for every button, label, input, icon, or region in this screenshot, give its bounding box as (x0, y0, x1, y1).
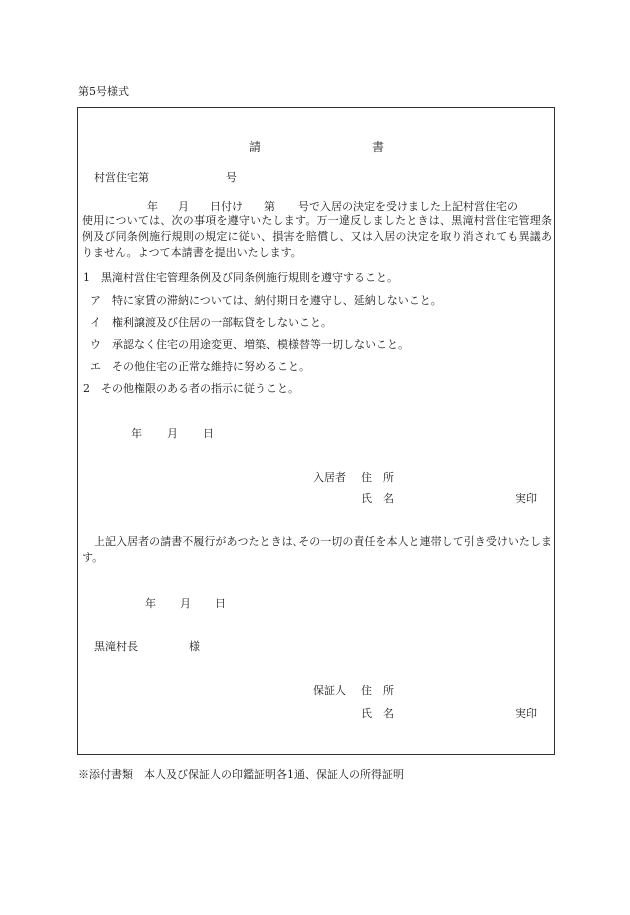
date1-day: 日 (203, 427, 214, 440)
date1-month: 月 (167, 427, 178, 440)
date2-year: 年 (145, 597, 156, 610)
tenant-name-label: 氏 名 (361, 492, 394, 505)
addressee-name: 黒滝村長 (94, 640, 138, 653)
housing-number-suffix: 号 (226, 171, 237, 184)
item-2: 2 その他権限のある者の指示に従うこと。 (83, 382, 299, 395)
tenant-address-label: 住 所 (361, 471, 394, 484)
tenant-seal: 実印 (515, 492, 537, 505)
intro-month: 月 (178, 200, 189, 213)
attachments-note: ※添付書類 本人及び保証人の印鑑証明各1通、保証人の所得証明 (78, 768, 404, 781)
title-char-2: 書 (372, 140, 385, 154)
date2-day: 日 (215, 597, 226, 610)
item-a: ア 特に家賃の滞納については、納付期日を遵守し、延納しないこと。 (90, 294, 442, 307)
guarantor-seal: 実印 (515, 707, 537, 720)
form-number: 第5号様式 (78, 85, 129, 98)
intro-line1-rest: 号で入居の決定を受けました上記村営住宅の (298, 200, 518, 213)
item-e: エ その他住宅の正常な維持に努めること。 (90, 360, 310, 373)
addressee-honorific: 様 (189, 640, 200, 653)
date1-year: 年 (131, 427, 142, 440)
item-i: イ 権利譲渡及び住居の一部転貸をしないこと。 (90, 316, 332, 329)
intro-year: 年 (147, 200, 158, 213)
housing-label: 村営住宅第 (94, 171, 149, 184)
tenant-role: 入居者 (313, 471, 346, 484)
item-1: 1 黒滝村営住宅管理条例及び同条例施行規則を遵守すること。 (83, 271, 398, 284)
intro-dai: 第 (264, 200, 275, 213)
guarantor-address-label: 住 所 (361, 684, 394, 697)
guarantee-paragraph: 上記入居者の請書不履行があつたときは､その一切の責任を本人と連帯して引き受けいたします。 (82, 535, 552, 564)
guarantor-name-label: 氏 名 (361, 707, 394, 720)
intro-paragraph: 使用については、次の事項を遵守いたします。万一違反しましたときは、黒滝村営住宅管理条例及び同条例施行規則の規定に従い、損害を賠償し、又は入居の決定を取り消されても異議ありません。よつて本請書を提出いたします。 (82, 214, 552, 259)
guarantor-role: 保証人 (313, 684, 346, 697)
title-char-1: 請 (249, 140, 262, 154)
date2-month: 月 (180, 597, 191, 610)
item-u: ウ 承認なく住宅の用途変更、増築、模様替等一切しないこと。 (90, 338, 409, 351)
intro-day: 日付け (210, 200, 243, 213)
